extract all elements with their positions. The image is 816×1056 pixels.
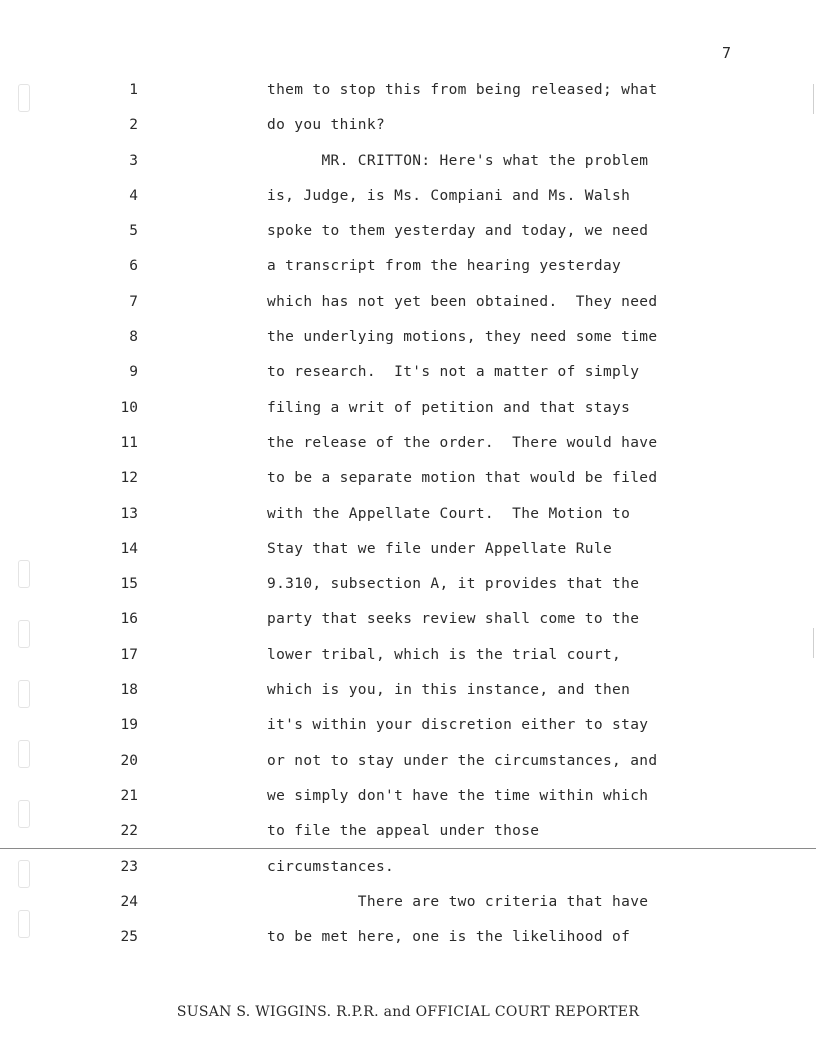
line-number: 17	[120, 646, 138, 663]
line-number: 15	[120, 576, 138, 593]
line-number: 10	[120, 399, 138, 416]
divider-line	[0, 848, 816, 849]
line-number: 13	[120, 505, 138, 522]
line-text: filing a writ of petition and that stays	[267, 399, 631, 416]
line-text: 9.310, subsection A, it provides that the	[267, 576, 640, 593]
transcript-line	[0, 574, 816, 609]
line-text: a transcript from the hearing yesterday	[267, 258, 622, 275]
transcript-line	[0, 433, 816, 468]
line-number: 14	[120, 540, 138, 557]
transcript-line	[0, 362, 816, 397]
transcript-line	[0, 115, 816, 150]
transcript-line	[0, 292, 816, 327]
transcript-line	[0, 786, 816, 821]
line-number: 6	[129, 258, 138, 275]
line-number: 8	[129, 329, 138, 346]
line-text: circumstances.	[267, 858, 395, 875]
transcript-line	[0, 751, 816, 786]
transcript-line	[0, 80, 816, 115]
line-text: to be met here, one is the likelihood of	[267, 929, 631, 946]
line-text: which is you, in this instance, and then	[267, 682, 631, 699]
transcript-line	[0, 645, 816, 680]
line-number: 12	[120, 470, 138, 487]
page-number: 7	[722, 44, 732, 62]
line-number: 1	[129, 82, 138, 98]
line-text: to be a separate motion that would be filed	[267, 470, 658, 487]
line-text: party that seeks review shall come to the	[267, 611, 640, 628]
transcript-line	[0, 927, 816, 962]
line-text: them to stop this from being released; what	[267, 82, 658, 98]
transcript-line	[0, 151, 816, 186]
transcript-line	[0, 398, 816, 433]
transcript-line	[0, 468, 816, 503]
line-text: or not to stay under the circumstances, and	[267, 752, 658, 769]
transcript-line	[0, 821, 816, 856]
line-text: the underlying motions, they need some time	[267, 329, 658, 346]
line-text: Stay that we file under Appellate Rule	[267, 540, 613, 557]
line-text: the release of the order. There would have	[267, 434, 658, 451]
line-number: 23	[120, 858, 138, 875]
transcript-line	[0, 609, 816, 644]
transcript-line	[0, 715, 816, 750]
line-text: MR. CRITTON: Here's what the problem	[267, 152, 649, 169]
transcript-line	[0, 186, 816, 221]
line-text: spoke to them yesterday and today, we need	[267, 223, 649, 240]
line-number: 18	[120, 682, 138, 699]
line-text: There are two criteria that have	[267, 893, 649, 910]
line-text: do you think?	[267, 117, 386, 134]
transcript-line	[0, 327, 816, 362]
line-number: 16	[120, 611, 138, 628]
line-number: 22	[120, 823, 138, 840]
line-number: 3	[129, 152, 138, 169]
line-text: to research. It's not a matter of simply	[267, 364, 640, 381]
line-text: it's within your discretion either to stay	[267, 717, 649, 734]
transcript-line	[0, 504, 816, 539]
line-number: 11	[120, 434, 138, 451]
transcript-line	[0, 680, 816, 715]
transcript-lines	[0, 80, 816, 962]
line-number: 25	[120, 929, 138, 946]
transcript-line	[0, 539, 816, 574]
line-number: 24	[120, 893, 138, 910]
line-number: 7	[129, 293, 138, 310]
line-number: 9	[129, 364, 138, 381]
reporter-footer: SUSAN S. WIGGINS. R.P.R. and OFFICIAL COURT REPORTER	[176, 1004, 640, 1020]
line-text: which has not yet been obtained. They need	[267, 293, 658, 310]
line-text: is, Judge, is Ms. Compiani and Ms. Walsh	[267, 187, 631, 204]
transcript-line	[0, 857, 816, 892]
line-number: 2	[129, 117, 138, 134]
line-number: 5	[129, 223, 138, 240]
line-text: with the Appellate Court. The Motion to	[267, 505, 631, 522]
line-text: to file the appeal under those	[267, 823, 540, 840]
line-number: 20	[120, 752, 138, 769]
line-number: 19	[120, 717, 138, 734]
line-text: we simply don't have the time within which	[267, 787, 649, 804]
line-number: 21	[120, 787, 138, 804]
transcript-line	[0, 256, 816, 291]
transcript-line	[0, 221, 816, 256]
line-text: lower tribal, which is the trial court,	[267, 646, 622, 663]
line-number: 4	[129, 187, 138, 204]
transcript-line	[0, 892, 816, 927]
